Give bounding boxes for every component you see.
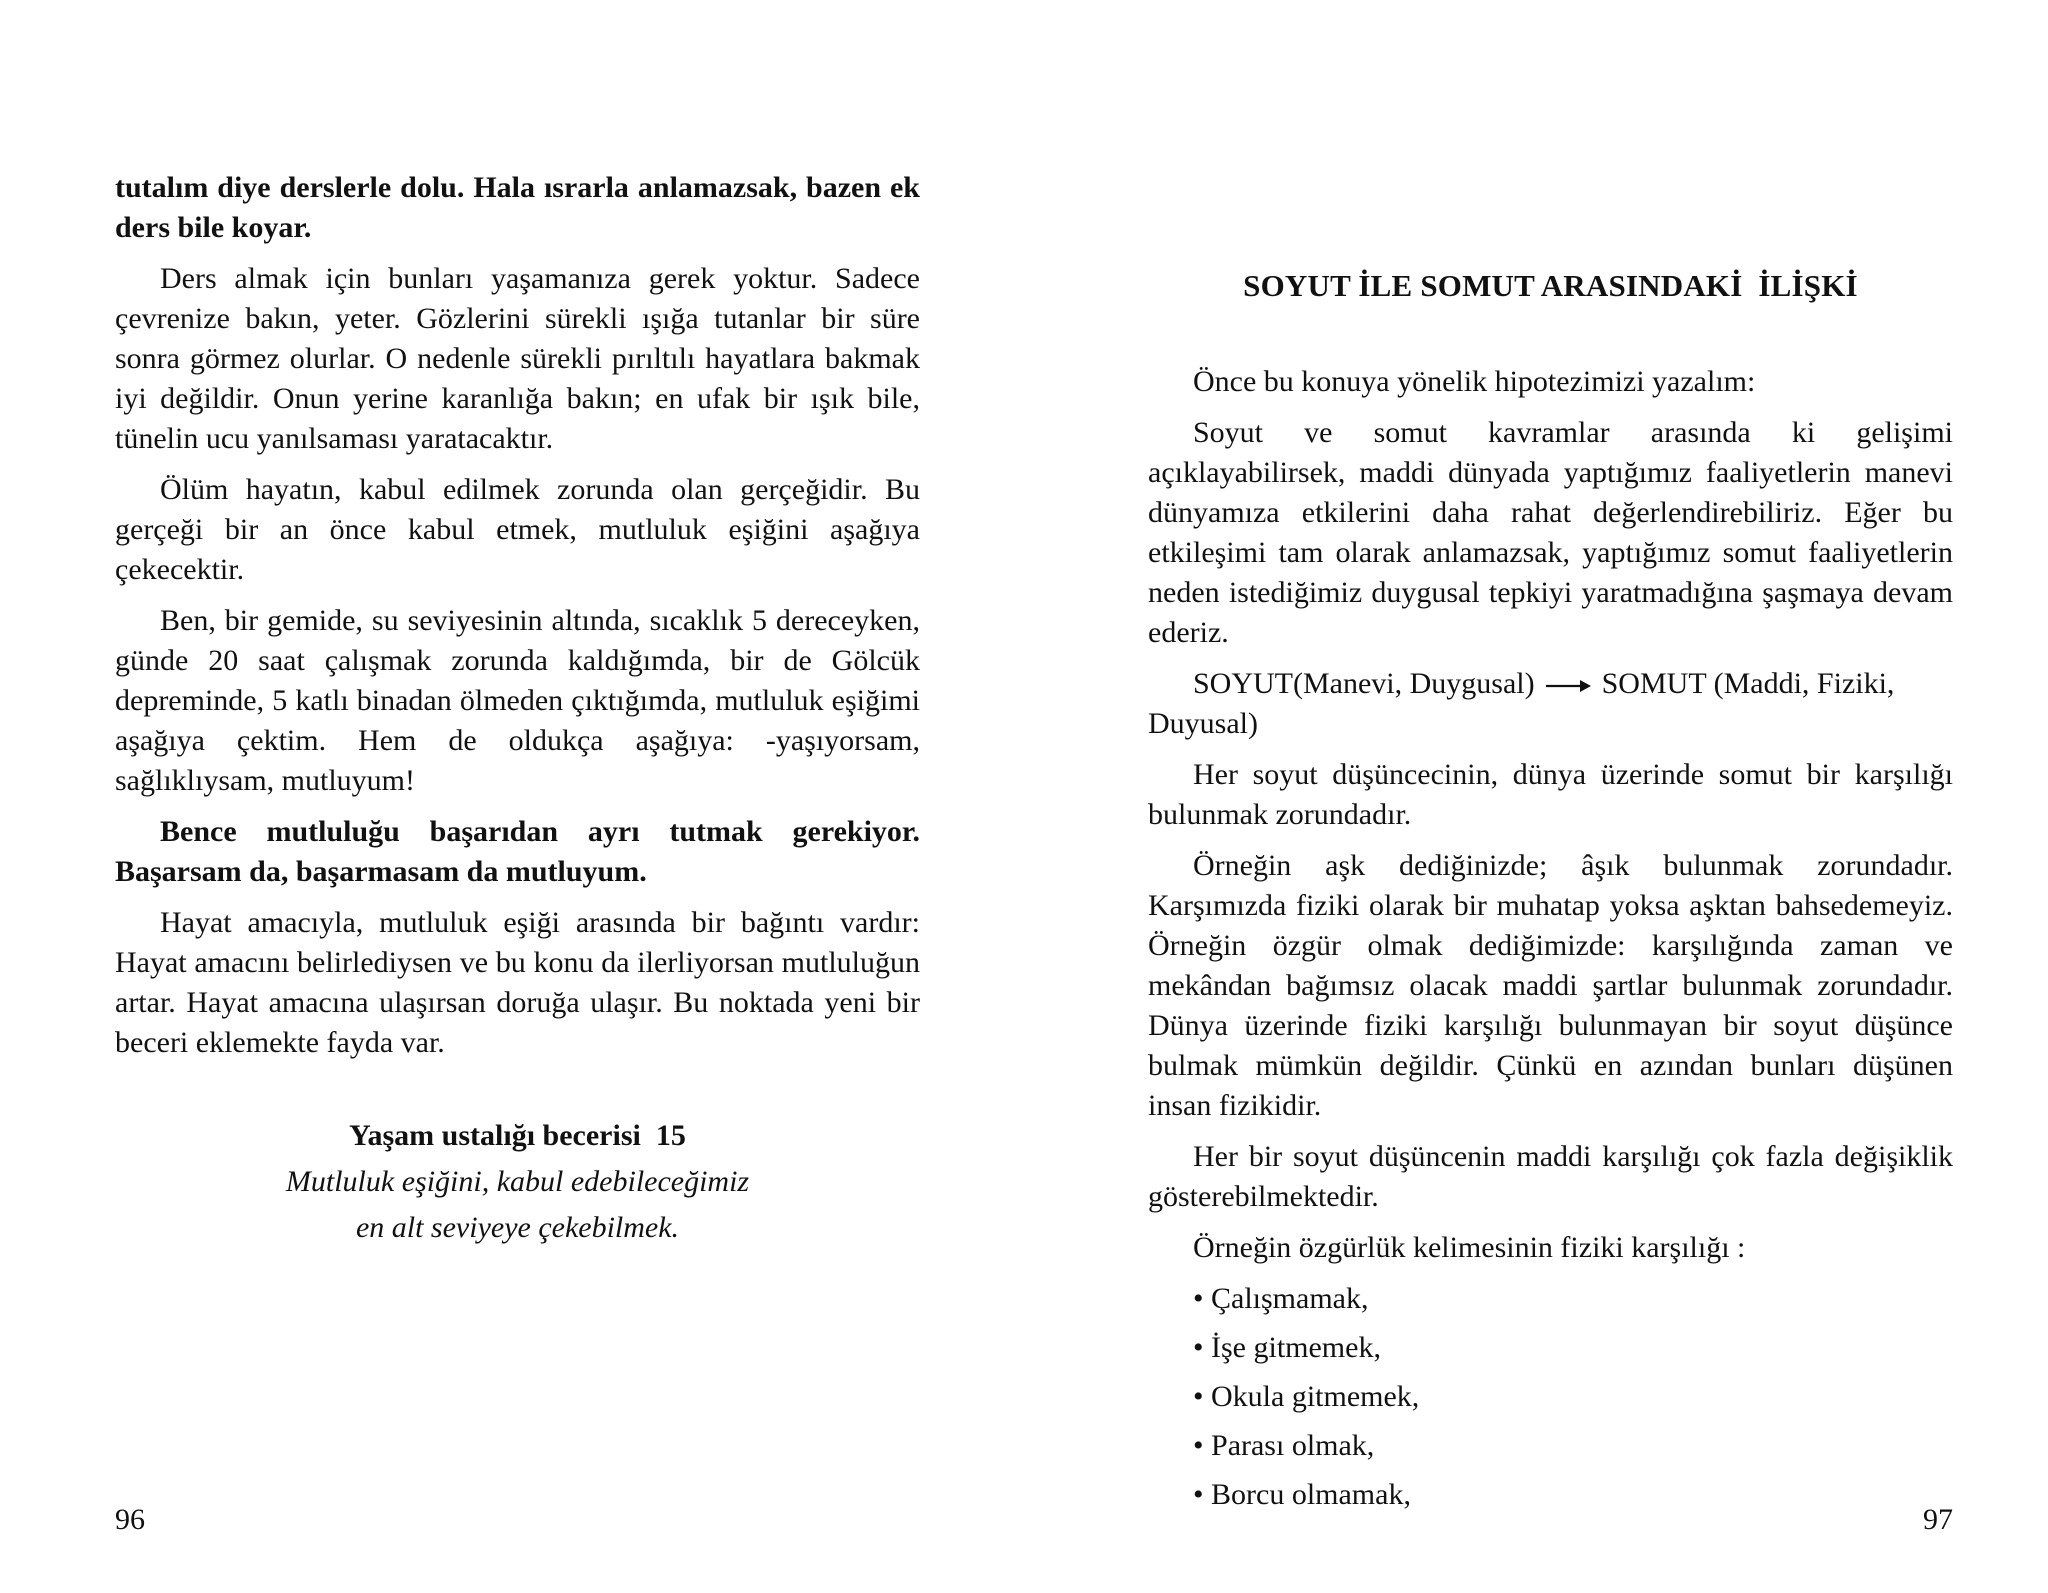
left-page [115, 0, 920, 1593]
paragraph: Hayat amacıyla, mutluluk eşiği arasında bir bağıntı vardır: Hayat amacını belirlediysen ve bu konu da ilerliyorsan mutluluğun artar. Hayat amacına ulaşırsan doruğa ulaşır. Bu noktada yeni bir beceri eklemekte fayda var. [115, 906, 920, 1059]
right-page [1148, 0, 1953, 1593]
formula-line [1148, 664, 1953, 744]
list-item: • Okula gitmemek, [1193, 1380, 1420, 1413]
arrow-right-icon [1544, 676, 1592, 696]
paragraph: Ölüm hayatın, kabul edilmek zorunda olan gerçeğidir. Bu gerçeği bir an önce kabul etmek, mutluluk eşiğini aşağıya çekecektir. [115, 473, 920, 586]
page-number: 97 [1923, 1503, 1953, 1536]
formula-right: SOMUT (Maddi, Fiziki, Duyusal) [1148, 667, 1895, 740]
formula-left: SOYUT(Manevi, Duygusal) [1193, 667, 1535, 700]
paragraph: Her bir soyut düşüncenin maddi karşılığı çok fazla değişiklik gösterebilmektedir. [1148, 1140, 1953, 1213]
right-page-text [1148, 362, 1953, 1524]
paragraph: Soyut ve somut kavramlar arasında ki gelişimi açıklayabilirsek, maddi dünyada yaptığımız faaliyetlerin manevi dünyamıza etkilerini daha rahat değerlendirebiliriz. Eğer bu etkileşimi tam olarak anlamazsak, yaptığımız somut faaliyetlerin neden istediğimiz duygusal tepkiyi yaratmadığına şaşmaya devam ederiz. [1148, 416, 1953, 649]
list-item: • İşe gitmemek, [1193, 1331, 1381, 1364]
bullet-list [1148, 1279, 1953, 1515]
skill-callout [115, 1113, 920, 1251]
list-item: • Çalışmamak, [1193, 1282, 1369, 1315]
list-item: • Parası olmak, [1193, 1429, 1375, 1462]
skill-title: Yaşam ustalığı becerisi 15 [349, 1119, 686, 1152]
paragraph: Ders almak için bunları yaşamanıza gerek yoktur. Sadece çevrenize bakın, yeter. Gözlerini sürekli ışığa tutanlar bir süre sonra görmez olurlar. O nedenle sürekli pırıltılı hayatlara bakmak iyi değildir. Onun yerine karanlığa bakın; en ufak bir ışık bile, tünelin ucu yanılsaması yaratacaktır. [115, 262, 920, 455]
paragraph: tutalım diye derslerle dolu. Hala ısrarla anlamazsak, bazen ek ders bile koyar. [115, 171, 920, 244]
paragraph: Ben, bir gemide, su seviyesinin altında, sıcaklık 5 dereceyken, günde 20 saat çalışmak zorunda kaldığımda, bir de Gölcük depreminde, 5 katlı binadan ölmeden çıktığımda, mutluluk eşiğimi aşağıya çektim. Hem de oldukça aşağıya: -yaşıyorsam, sağlıklıysam, mutluyum! [115, 604, 920, 797]
paragraph: Her soyut düşüncecinin, dünya üzerinde somut bir karşılığı bulunmak zorundadır. [1148, 758, 1953, 831]
page-number: 96 [115, 1503, 145, 1536]
skill-description-line: en alt seviyeye çekebilmek. [355, 1211, 680, 1244]
left-page-text [115, 168, 920, 1074]
skill-description-line: Mutluluk eşiğini, kabul edebileceğimiz [285, 1165, 750, 1198]
paragraph: Önce bu konuya yönelik hipotezimizi yazalım: [1193, 365, 1756, 398]
list-item: • Borcu olmamak, [1193, 1478, 1411, 1511]
paragraph: Örneğin aşk dediğinizde; âşık bulunmak zorundadır. Karşımızda fiziki olarak bir muhatap yoksa aşktan bahsedemeyiz. Örneğin özgür olmak dediğimizde: karşılığında zaman ve mekândan bağımsız olacak maddi şartlar bulunmak zorundadır. Dünya üzerinde fiziki karşılığı bulunmayan bir soyut düşünce bulmak mümkün değildir. Çünkü en azından bunları düşünen insan fizikidir. [1148, 849, 1953, 1122]
chapter-title: SOYUT İLE SOMUT ARASINDAKİ İLİŞKİ [1243, 268, 1858, 303]
paragraph: Örneğin özgürlük kelimesinin fiziki karşılığı : [1193, 1231, 1746, 1264]
paragraph: Bence mutluluğu başarıdan ayrı tutmak gerekiyor. Başarsam da, başarmasam da mutluyum. [115, 815, 920, 888]
